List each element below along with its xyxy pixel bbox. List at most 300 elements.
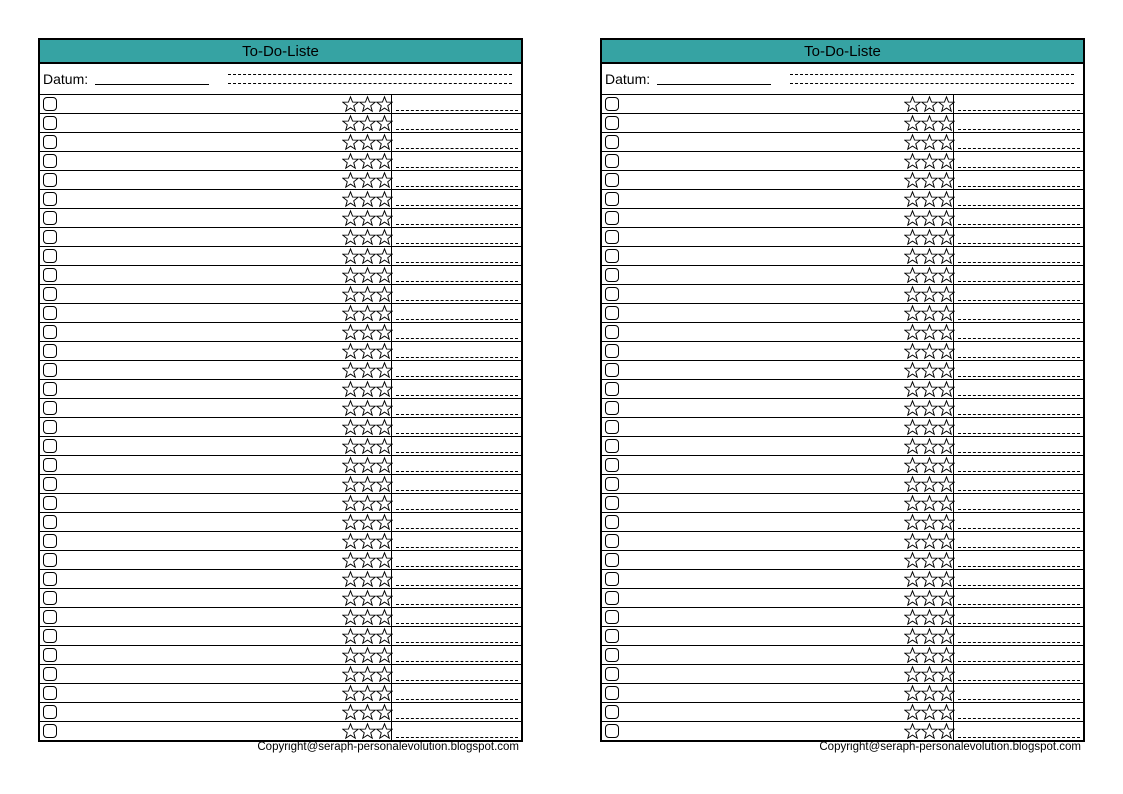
- star-outline-icon[interactable]: [938, 456, 955, 474]
- star-outline-icon[interactable]: [342, 399, 359, 417]
- star-outline-icon[interactable]: [359, 665, 376, 683]
- star-outline-icon[interactable]: [359, 551, 376, 569]
- star-outline-icon[interactable]: [921, 133, 938, 151]
- checkbox-icon[interactable]: [605, 192, 619, 206]
- star-outline-icon[interactable]: [376, 304, 393, 322]
- star-outline-icon[interactable]: [342, 456, 359, 474]
- priority-stars[interactable]: [342, 323, 392, 341]
- star-outline-icon[interactable]: [376, 209, 393, 227]
- star-outline-icon[interactable]: [376, 551, 393, 569]
- star-outline-icon[interactable]: [921, 703, 938, 721]
- task-row[interactable]: [602, 380, 1083, 399]
- task-row[interactable]: [602, 95, 1083, 114]
- star-outline-icon[interactable]: [904, 684, 921, 702]
- task-row[interactable]: [40, 228, 521, 247]
- priority-stars[interactable]: [904, 418, 954, 436]
- priority-stars[interactable]: [904, 152, 954, 170]
- priority-stars[interactable]: [342, 228, 392, 246]
- priority-stars[interactable]: [342, 513, 392, 531]
- priority-stars[interactable]: [342, 608, 392, 626]
- star-outline-icon[interactable]: [359, 228, 376, 246]
- star-outline-icon[interactable]: [359, 247, 376, 265]
- star-outline-icon[interactable]: [904, 171, 921, 189]
- star-outline-icon[interactable]: [904, 95, 921, 113]
- task-row[interactable]: [602, 228, 1083, 247]
- star-outline-icon[interactable]: [938, 285, 955, 303]
- checkbox-icon[interactable]: [605, 211, 619, 225]
- star-outline-icon[interactable]: [376, 342, 393, 360]
- checkbox-icon[interactable]: [43, 97, 57, 111]
- star-outline-icon[interactable]: [376, 323, 393, 341]
- star-outline-icon[interactable]: [342, 285, 359, 303]
- checkbox-icon[interactable]: [43, 173, 57, 187]
- checkbox-icon[interactable]: [605, 154, 619, 168]
- checkbox-icon[interactable]: [43, 306, 57, 320]
- task-row[interactable]: [40, 323, 521, 342]
- star-outline-icon[interactable]: [376, 589, 393, 607]
- star-outline-icon[interactable]: [904, 342, 921, 360]
- star-outline-icon[interactable]: [938, 190, 955, 208]
- task-row[interactable]: [602, 285, 1083, 304]
- checkbox-icon[interactable]: [605, 401, 619, 415]
- checkbox-icon[interactable]: [43, 401, 57, 415]
- task-row[interactable]: [40, 95, 521, 114]
- star-outline-icon[interactable]: [938, 570, 955, 588]
- priority-stars[interactable]: [342, 456, 392, 474]
- checkbox-icon[interactable]: [43, 116, 57, 130]
- star-outline-icon[interactable]: [359, 152, 376, 170]
- star-outline-icon[interactable]: [376, 475, 393, 493]
- star-outline-icon[interactable]: [342, 551, 359, 569]
- star-outline-icon[interactable]: [921, 513, 938, 531]
- checkbox-icon[interactable]: [605, 325, 619, 339]
- star-outline-icon[interactable]: [921, 437, 938, 455]
- checkbox-icon[interactable]: [605, 116, 619, 130]
- checkbox-icon[interactable]: [43, 344, 57, 358]
- star-outline-icon[interactable]: [921, 209, 938, 227]
- checkbox-icon[interactable]: [605, 724, 619, 738]
- checkbox-icon[interactable]: [605, 97, 619, 111]
- star-outline-icon[interactable]: [904, 418, 921, 436]
- star-outline-icon[interactable]: [376, 152, 393, 170]
- star-outline-icon[interactable]: [938, 95, 955, 113]
- star-outline-icon[interactable]: [342, 361, 359, 379]
- star-outline-icon[interactable]: [342, 114, 359, 132]
- checkbox-icon[interactable]: [605, 591, 619, 605]
- star-outline-icon[interactable]: [921, 551, 938, 569]
- checkbox-icon[interactable]: [605, 572, 619, 586]
- star-outline-icon[interactable]: [342, 608, 359, 626]
- checkbox-icon[interactable]: [605, 458, 619, 472]
- star-outline-icon[interactable]: [938, 608, 955, 626]
- checkbox-icon[interactable]: [43, 496, 57, 510]
- task-row[interactable]: [602, 152, 1083, 171]
- star-outline-icon[interactable]: [359, 703, 376, 721]
- priority-stars[interactable]: [342, 589, 392, 607]
- task-row[interactable]: [40, 551, 521, 570]
- task-row[interactable]: [40, 456, 521, 475]
- priority-stars[interactable]: [904, 722, 954, 740]
- task-row[interactable]: [40, 418, 521, 437]
- task-row[interactable]: [40, 722, 521, 740]
- checkbox-icon[interactable]: [43, 667, 57, 681]
- checkbox-icon[interactable]: [43, 515, 57, 529]
- star-outline-icon[interactable]: [921, 532, 938, 550]
- checkbox-icon[interactable]: [605, 515, 619, 529]
- star-outline-icon[interactable]: [904, 228, 921, 246]
- task-row[interactable]: [602, 456, 1083, 475]
- star-outline-icon[interactable]: [376, 114, 393, 132]
- priority-stars[interactable]: [904, 247, 954, 265]
- task-row[interactable]: [602, 209, 1083, 228]
- task-row[interactable]: [602, 551, 1083, 570]
- star-outline-icon[interactable]: [359, 190, 376, 208]
- star-outline-icon[interactable]: [904, 532, 921, 550]
- star-outline-icon[interactable]: [359, 608, 376, 626]
- star-outline-icon[interactable]: [938, 133, 955, 151]
- star-outline-icon[interactable]: [342, 95, 359, 113]
- priority-stars[interactable]: [342, 532, 392, 550]
- star-outline-icon[interactable]: [359, 627, 376, 645]
- star-outline-icon[interactable]: [359, 285, 376, 303]
- task-row[interactable]: [602, 684, 1083, 703]
- task-row[interactable]: [40, 152, 521, 171]
- star-outline-icon[interactable]: [938, 532, 955, 550]
- checkbox-icon[interactable]: [43, 648, 57, 662]
- priority-stars[interactable]: [342, 399, 392, 417]
- star-outline-icon[interactable]: [359, 722, 376, 740]
- star-outline-icon[interactable]: [921, 475, 938, 493]
- star-outline-icon[interactable]: [938, 589, 955, 607]
- checkbox-icon[interactable]: [605, 306, 619, 320]
- checkbox-icon[interactable]: [43, 154, 57, 168]
- priority-stars[interactable]: [904, 684, 954, 702]
- checkbox-icon[interactable]: [605, 629, 619, 643]
- task-row[interactable]: [602, 133, 1083, 152]
- star-outline-icon[interactable]: [342, 418, 359, 436]
- star-outline-icon[interactable]: [938, 228, 955, 246]
- task-row[interactable]: [40, 266, 521, 285]
- star-outline-icon[interactable]: [376, 722, 393, 740]
- task-row[interactable]: [40, 342, 521, 361]
- priority-stars[interactable]: [904, 285, 954, 303]
- priority-stars[interactable]: [342, 209, 392, 227]
- star-outline-icon[interactable]: [904, 304, 921, 322]
- priority-stars[interactable]: [342, 171, 392, 189]
- task-row[interactable]: [40, 133, 521, 152]
- star-outline-icon[interactable]: [376, 190, 393, 208]
- star-outline-icon[interactable]: [342, 247, 359, 265]
- checkbox-icon[interactable]: [43, 230, 57, 244]
- star-outline-icon[interactable]: [342, 266, 359, 284]
- task-row[interactable]: [602, 627, 1083, 646]
- star-outline-icon[interactable]: [359, 266, 376, 284]
- star-outline-icon[interactable]: [938, 437, 955, 455]
- star-outline-icon[interactable]: [904, 247, 921, 265]
- star-outline-icon[interactable]: [376, 266, 393, 284]
- star-outline-icon[interactable]: [938, 361, 955, 379]
- star-outline-icon[interactable]: [342, 437, 359, 455]
- star-outline-icon[interactable]: [359, 304, 376, 322]
- task-row[interactable]: [40, 380, 521, 399]
- priority-stars[interactable]: [904, 133, 954, 151]
- star-outline-icon[interactable]: [376, 418, 393, 436]
- priority-stars[interactable]: [904, 532, 954, 550]
- star-outline-icon[interactable]: [342, 513, 359, 531]
- task-row[interactable]: [602, 665, 1083, 684]
- task-row[interactable]: [40, 665, 521, 684]
- star-outline-icon[interactable]: [376, 247, 393, 265]
- star-outline-icon[interactable]: [376, 361, 393, 379]
- task-row[interactable]: [602, 513, 1083, 532]
- task-row[interactable]: [40, 532, 521, 551]
- star-outline-icon[interactable]: [921, 456, 938, 474]
- priority-stars[interactable]: [342, 722, 392, 740]
- priority-stars[interactable]: [904, 323, 954, 341]
- priority-stars[interactable]: [342, 684, 392, 702]
- star-outline-icon[interactable]: [376, 627, 393, 645]
- star-outline-icon[interactable]: [921, 152, 938, 170]
- checkbox-icon[interactable]: [605, 287, 619, 301]
- star-outline-icon[interactable]: [342, 342, 359, 360]
- task-row[interactable]: [40, 209, 521, 228]
- task-row[interactable]: [602, 437, 1083, 456]
- star-outline-icon[interactable]: [342, 722, 359, 740]
- star-outline-icon[interactable]: [921, 285, 938, 303]
- priority-stars[interactable]: [904, 304, 954, 322]
- star-outline-icon[interactable]: [359, 399, 376, 417]
- star-outline-icon[interactable]: [376, 513, 393, 531]
- priority-stars[interactable]: [342, 95, 392, 113]
- task-row[interactable]: [602, 494, 1083, 513]
- star-outline-icon[interactable]: [921, 684, 938, 702]
- star-outline-icon[interactable]: [342, 684, 359, 702]
- task-row[interactable]: [40, 703, 521, 722]
- star-outline-icon[interactable]: [938, 323, 955, 341]
- star-outline-icon[interactable]: [359, 494, 376, 512]
- star-outline-icon[interactable]: [376, 494, 393, 512]
- priority-stars[interactable]: [342, 285, 392, 303]
- task-row[interactable]: [40, 608, 521, 627]
- task-row[interactable]: [602, 304, 1083, 323]
- checkbox-icon[interactable]: [43, 192, 57, 206]
- checkbox-icon[interactable]: [605, 135, 619, 149]
- star-outline-icon[interactable]: [938, 171, 955, 189]
- task-row[interactable]: [602, 323, 1083, 342]
- date-field[interactable]: [657, 84, 771, 85]
- task-row[interactable]: [40, 437, 521, 456]
- star-outline-icon[interactable]: [921, 665, 938, 683]
- task-row[interactable]: [40, 570, 521, 589]
- task-row[interactable]: [602, 570, 1083, 589]
- task-row[interactable]: [602, 190, 1083, 209]
- priority-stars[interactable]: [904, 494, 954, 512]
- priority-stars[interactable]: [342, 361, 392, 379]
- priority-stars[interactable]: [904, 646, 954, 664]
- star-outline-icon[interactable]: [359, 209, 376, 227]
- priority-stars[interactable]: [342, 418, 392, 436]
- priority-stars[interactable]: [342, 342, 392, 360]
- task-row[interactable]: [40, 171, 521, 190]
- checkbox-icon[interactable]: [43, 705, 57, 719]
- star-outline-icon[interactable]: [904, 399, 921, 417]
- star-outline-icon[interactable]: [904, 323, 921, 341]
- star-outline-icon[interactable]: [921, 342, 938, 360]
- checkbox-icon[interactable]: [605, 534, 619, 548]
- priority-stars[interactable]: [342, 266, 392, 284]
- task-row[interactable]: [40, 247, 521, 266]
- star-outline-icon[interactable]: [904, 551, 921, 569]
- task-row[interactable]: [40, 285, 521, 304]
- star-outline-icon[interactable]: [359, 380, 376, 398]
- task-row[interactable]: [40, 114, 521, 133]
- task-row[interactable]: [602, 722, 1083, 740]
- checkbox-icon[interactable]: [43, 553, 57, 567]
- checkbox-icon[interactable]: [605, 648, 619, 662]
- star-outline-icon[interactable]: [359, 646, 376, 664]
- star-outline-icon[interactable]: [359, 684, 376, 702]
- priority-stars[interactable]: [342, 114, 392, 132]
- star-outline-icon[interactable]: [904, 437, 921, 455]
- checkbox-icon[interactable]: [43, 534, 57, 548]
- priority-stars[interactable]: [904, 114, 954, 132]
- star-outline-icon[interactable]: [376, 456, 393, 474]
- priority-stars[interactable]: [904, 228, 954, 246]
- checkbox-icon[interactable]: [605, 363, 619, 377]
- star-outline-icon[interactable]: [376, 285, 393, 303]
- star-outline-icon[interactable]: [938, 684, 955, 702]
- priority-stars[interactable]: [904, 437, 954, 455]
- star-outline-icon[interactable]: [359, 437, 376, 455]
- star-outline-icon[interactable]: [921, 95, 938, 113]
- priority-stars[interactable]: [904, 608, 954, 626]
- star-outline-icon[interactable]: [359, 133, 376, 151]
- task-row[interactable]: [40, 190, 521, 209]
- star-outline-icon[interactable]: [938, 342, 955, 360]
- checkbox-icon[interactable]: [605, 230, 619, 244]
- star-outline-icon[interactable]: [904, 570, 921, 588]
- star-outline-icon[interactable]: [342, 589, 359, 607]
- checkbox-icon[interactable]: [605, 344, 619, 358]
- checkbox-icon[interactable]: [605, 610, 619, 624]
- task-row[interactable]: [40, 513, 521, 532]
- task-row[interactable]: [602, 703, 1083, 722]
- priority-stars[interactable]: [904, 513, 954, 531]
- star-outline-icon[interactable]: [376, 95, 393, 113]
- star-outline-icon[interactable]: [921, 304, 938, 322]
- priority-stars[interactable]: [904, 342, 954, 360]
- star-outline-icon[interactable]: [904, 627, 921, 645]
- priority-stars[interactable]: [904, 627, 954, 645]
- priority-stars[interactable]: [904, 703, 954, 721]
- star-outline-icon[interactable]: [342, 475, 359, 493]
- star-outline-icon[interactable]: [359, 418, 376, 436]
- star-outline-icon[interactable]: [376, 171, 393, 189]
- star-outline-icon[interactable]: [342, 703, 359, 721]
- star-outline-icon[interactable]: [921, 399, 938, 417]
- star-outline-icon[interactable]: [904, 665, 921, 683]
- star-outline-icon[interactable]: [342, 133, 359, 151]
- task-row[interactable]: [602, 646, 1083, 665]
- star-outline-icon[interactable]: [376, 133, 393, 151]
- priority-stars[interactable]: [904, 456, 954, 474]
- star-outline-icon[interactable]: [359, 114, 376, 132]
- star-outline-icon[interactable]: [904, 133, 921, 151]
- priority-stars[interactable]: [904, 570, 954, 588]
- task-row[interactable]: [40, 627, 521, 646]
- star-outline-icon[interactable]: [921, 627, 938, 645]
- star-outline-icon[interactable]: [376, 437, 393, 455]
- star-outline-icon[interactable]: [938, 475, 955, 493]
- checkbox-icon[interactable]: [43, 135, 57, 149]
- checkbox-icon[interactable]: [43, 211, 57, 225]
- task-row[interactable]: [602, 171, 1083, 190]
- star-outline-icon[interactable]: [342, 190, 359, 208]
- priority-stars[interactable]: [904, 589, 954, 607]
- star-outline-icon[interactable]: [376, 532, 393, 550]
- priority-stars[interactable]: [904, 361, 954, 379]
- checkbox-icon[interactable]: [605, 496, 619, 510]
- star-outline-icon[interactable]: [938, 266, 955, 284]
- priority-stars[interactable]: [904, 551, 954, 569]
- priority-stars[interactable]: [342, 627, 392, 645]
- checkbox-icon[interactable]: [43, 477, 57, 491]
- star-outline-icon[interactable]: [904, 114, 921, 132]
- star-outline-icon[interactable]: [359, 361, 376, 379]
- star-outline-icon[interactable]: [904, 589, 921, 607]
- priority-stars[interactable]: [904, 209, 954, 227]
- star-outline-icon[interactable]: [342, 532, 359, 550]
- task-row[interactable]: [602, 247, 1083, 266]
- checkbox-icon[interactable]: [605, 439, 619, 453]
- priority-stars[interactable]: [904, 399, 954, 417]
- checkbox-icon[interactable]: [43, 363, 57, 377]
- star-outline-icon[interactable]: [904, 722, 921, 740]
- checkbox-icon[interactable]: [43, 325, 57, 339]
- checkbox-icon[interactable]: [605, 420, 619, 434]
- task-row[interactable]: [40, 494, 521, 513]
- date-field[interactable]: [95, 84, 209, 85]
- checkbox-icon[interactable]: [605, 686, 619, 700]
- star-outline-icon[interactable]: [904, 608, 921, 626]
- star-outline-icon[interactable]: [904, 646, 921, 664]
- star-outline-icon[interactable]: [938, 152, 955, 170]
- priority-stars[interactable]: [342, 551, 392, 569]
- star-outline-icon[interactable]: [359, 475, 376, 493]
- star-outline-icon[interactable]: [904, 266, 921, 284]
- priority-stars[interactable]: [342, 665, 392, 683]
- checkbox-icon[interactable]: [43, 420, 57, 434]
- task-row[interactable]: [40, 684, 521, 703]
- star-outline-icon[interactable]: [938, 627, 955, 645]
- star-outline-icon[interactable]: [938, 114, 955, 132]
- star-outline-icon[interactable]: [904, 703, 921, 721]
- star-outline-icon[interactable]: [342, 380, 359, 398]
- task-row[interactable]: [602, 114, 1083, 133]
- priority-stars[interactable]: [342, 190, 392, 208]
- checkbox-icon[interactable]: [605, 173, 619, 187]
- star-outline-icon[interactable]: [938, 380, 955, 398]
- star-outline-icon[interactable]: [938, 247, 955, 265]
- task-row[interactable]: [602, 342, 1083, 361]
- star-outline-icon[interactable]: [342, 209, 359, 227]
- star-outline-icon[interactable]: [904, 209, 921, 227]
- star-outline-icon[interactable]: [904, 475, 921, 493]
- star-outline-icon[interactable]: [921, 646, 938, 664]
- star-outline-icon[interactable]: [921, 190, 938, 208]
- star-outline-icon[interactable]: [921, 589, 938, 607]
- star-outline-icon[interactable]: [921, 266, 938, 284]
